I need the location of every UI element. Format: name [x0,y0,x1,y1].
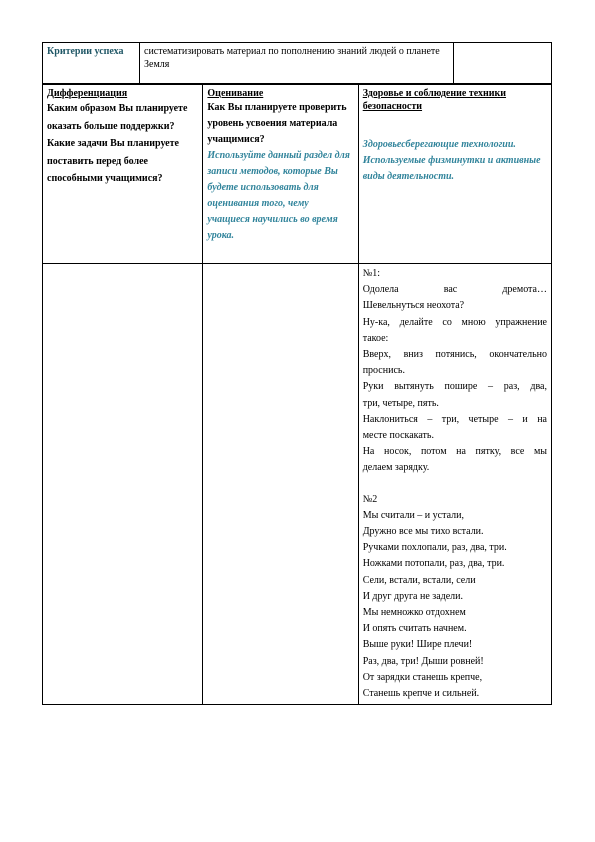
exercise-2-label: №2 [362,493,378,505]
poem-line: Вверх, вниз потянись, окончательно [362,349,547,361]
poem-line: Шевельнуться неохота? [362,300,465,312]
poem-line: Дружно все мы тихо встали. [362,526,484,538]
poem-line: Руки вытянуть пошире – раз, два, [362,381,547,393]
poem-line: Наклониться – три, четыре – и на [362,413,547,425]
poem-line: И друг друга не задели. [362,590,464,602]
differentiation-content-cell [43,264,203,705]
poem-line: делаем зарядку. [362,462,430,474]
exercises-cell [358,264,551,705]
assessment-title: Оценивание [207,88,264,99]
poem-line: такое: [362,332,389,344]
criteria-label: Критерии успеха [43,43,140,84]
poem-line: На носок, потом на пятку, все мы [362,446,547,458]
criteria-text: систематизировать материал по пополнению знаний людей о планете Земля [140,43,454,84]
criteria-empty-cell [454,43,552,84]
lesson-plan-table [42,84,552,705]
spacer [363,477,547,492]
differentiation-title: Дифференциация [47,88,128,99]
health-header-cell [358,85,551,264]
poem-line: Ну-ка, делайте со мною упражнение [362,316,547,328]
header-row [43,85,552,264]
assessment-header-cell [203,85,358,264]
poem-line: проснись. [362,365,405,377]
poem-line: Раз, два, три! Дыши ровней! [362,655,484,667]
content-row [43,264,552,705]
poem-line: Ручками похлопали, раз, два, три. [362,542,507,554]
assessment-question: Как Вы планируете проверить уровень усвоения материала учащимися? [207,102,347,145]
poem-line: Выше руки! Шире плечи! [362,639,473,651]
differentiation-question: Каким образом Вы планируете оказать больше поддержки? Какие задачи Вы планируете поставить перед более способными учащимися? [47,103,188,184]
poem-line: три, четыре, пять. [362,397,439,409]
differentiation-header-cell [43,85,203,264]
poem-line: И опять считать начнем. [362,623,467,635]
exercise-1-label: №1: [362,268,381,279]
poem-line: От зарядки станешь крепче, [362,671,483,683]
health-title: Здоровье и соблюдение техники безопасности [362,88,507,112]
assessment-note: Используйте данный раздел для записи методов, которые Вы будете использовать для оценивания того, чему учащиеся научились во время урока. [207,150,350,241]
criteria-table [42,42,552,84]
health-note: Здоровьесберегающие технологии. Используемые физминутки и активные виды деятельности. [362,139,541,182]
poem-line: Мы немножко отдохнем [362,607,466,619]
poem-line: Мы считали – и устали, [362,509,464,521]
poem-line: Сели, встали, встали, сели [362,574,476,586]
poem-line: месте поскакать. [362,430,434,442]
criteria-row [43,43,552,84]
poem-line: Станешь крепче и сильней. [362,688,480,700]
assessment-content-cell [203,264,358,705]
poem-line: Ножками потопали, раз, два, три. [362,558,505,570]
poem-line: Одолела вас дремота… [362,284,547,296]
